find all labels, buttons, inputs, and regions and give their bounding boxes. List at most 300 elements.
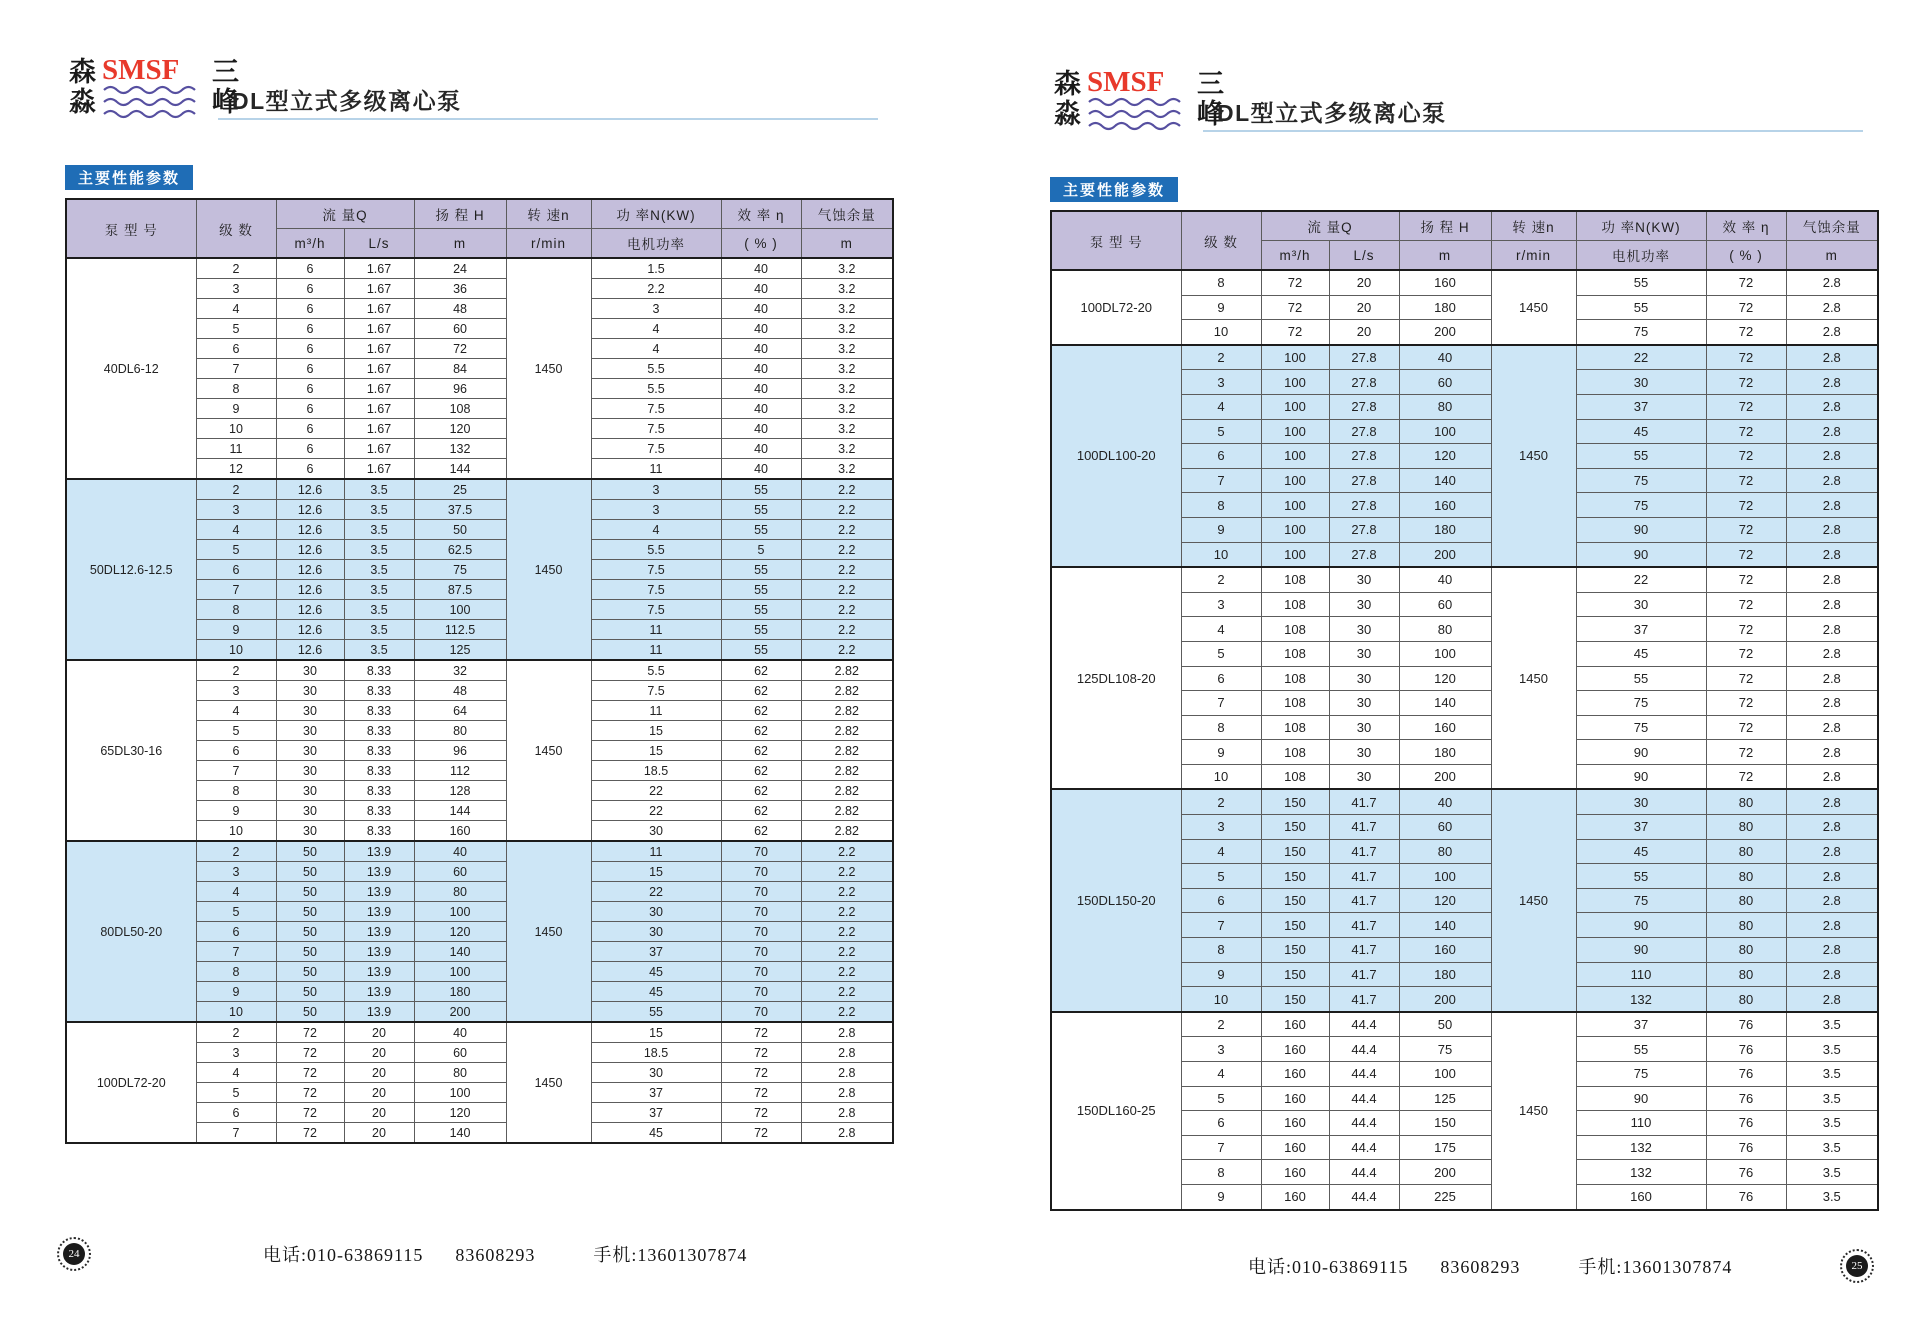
page-footer: [55, 1237, 905, 1271]
stage-cell: 10: [196, 821, 276, 842]
power-cell: 30: [591, 922, 721, 942]
stage-cell: 3: [196, 681, 276, 701]
efficiency-cell: 80: [1706, 913, 1786, 938]
head-cell: 40: [414, 841, 506, 862]
stage-cell: 3: [1181, 1037, 1261, 1062]
power-cell: 37: [1576, 815, 1706, 840]
flow-ls-cell: 27.8: [1329, 468, 1399, 493]
power-cell: 5.5: [591, 660, 721, 681]
head-cell: 75: [1399, 1037, 1491, 1062]
stage-cell: 8: [1181, 715, 1261, 740]
power-cell: 75: [1576, 1062, 1706, 1087]
power-cell: 132: [1576, 1135, 1706, 1160]
efficiency-cell: 72: [1706, 542, 1786, 567]
flow-m3h-cell: 6: [276, 419, 344, 439]
stage-cell: 5: [1181, 1086, 1261, 1111]
head-cell: 100: [1399, 1062, 1491, 1087]
head-cell: 87.5: [414, 580, 506, 600]
power-cell: 30: [1576, 789, 1706, 814]
flow-ls-cell: 3.5: [344, 640, 414, 661]
table-row: [1051, 789, 1878, 814]
flow-m3h-cell: 100: [1261, 517, 1329, 542]
pump-model-cell: 100DL72-20: [66, 1022, 196, 1143]
power-cell: 37: [1576, 1012, 1706, 1037]
npsh-cell: 2.8: [1786, 864, 1878, 889]
efficiency-cell: 72: [1706, 370, 1786, 395]
power-cell: 11: [591, 459, 721, 480]
flow-ls-cell: 44.4: [1329, 1160, 1399, 1185]
efficiency-cell: 76: [1706, 1160, 1786, 1185]
npsh-cell: 3.2: [801, 299, 893, 319]
flow-ls-cell: 8.33: [344, 721, 414, 741]
npsh-cell: 2.8: [1786, 764, 1878, 789]
stage-cell: 5: [196, 902, 276, 922]
efficiency-cell: 55: [721, 600, 801, 620]
efficiency-cell: 40: [721, 279, 801, 299]
header-npsh-unit: m: [1786, 241, 1878, 271]
stage-cell: 2: [196, 479, 276, 500]
power-cell: 37: [591, 942, 721, 962]
power-cell: 45: [591, 962, 721, 982]
efficiency-cell: 62: [721, 761, 801, 781]
speed-cell: 1450: [506, 1022, 591, 1143]
stage-cell: 6: [196, 339, 276, 359]
speed-cell: 1450: [506, 258, 591, 479]
head-cell: 80: [1399, 839, 1491, 864]
flow-m3h-cell: 100: [1261, 370, 1329, 395]
wave-lines-icon: [102, 84, 206, 124]
head-cell: 120: [1399, 666, 1491, 691]
npsh-cell: 2.2: [801, 942, 893, 962]
power-cell: 132: [1576, 987, 1706, 1012]
power-cell: 90: [1576, 1086, 1706, 1111]
npsh-cell: 2.2: [801, 560, 893, 580]
efficiency-cell: 70: [721, 862, 801, 882]
flow-ls-cell: 44.4: [1329, 1037, 1399, 1062]
npsh-cell: 2.8: [1786, 666, 1878, 691]
power-cell: 37: [1576, 394, 1706, 419]
stage-cell: 7: [1181, 691, 1261, 716]
stage-cell: 5: [1181, 864, 1261, 889]
power-cell: 22: [591, 882, 721, 902]
stage-cell: 3: [1181, 592, 1261, 617]
head-cell: 180: [1399, 517, 1491, 542]
flow-m3h-cell: 6: [276, 339, 344, 359]
table-row: [66, 841, 893, 862]
efficiency-cell: 80: [1706, 987, 1786, 1012]
efficiency-cell: 40: [721, 359, 801, 379]
efficiency-cell: 40: [721, 399, 801, 419]
power-cell: 4: [591, 520, 721, 540]
flow-ls-cell: 20: [344, 1063, 414, 1083]
power-cell: 160: [1576, 1184, 1706, 1209]
power-cell: 110: [1576, 1111, 1706, 1136]
stage-cell: 10: [1181, 987, 1261, 1012]
flow-ls-cell: 1.67: [344, 459, 414, 480]
flow-m3h-cell: 160: [1261, 1160, 1329, 1185]
table-row: [1051, 270, 1878, 295]
flow-ls-cell: 41.7: [1329, 789, 1399, 814]
head-cell: 160: [1399, 715, 1491, 740]
power-cell: 18.5: [591, 1043, 721, 1063]
stage-cell: 5: [196, 540, 276, 560]
efficiency-cell: 70: [721, 982, 801, 1002]
head-cell: 175: [1399, 1135, 1491, 1160]
header-pump-model: 泵 型 号: [66, 199, 196, 258]
npsh-cell: 2.2: [801, 620, 893, 640]
flow-m3h-cell: 160: [1261, 1012, 1329, 1037]
flow-ls-cell: 27.8: [1329, 345, 1399, 370]
flow-m3h-cell: 50: [276, 962, 344, 982]
head-cell: 84: [414, 359, 506, 379]
stage-cell: 8: [196, 962, 276, 982]
efficiency-cell: 76: [1706, 1135, 1786, 1160]
head-cell: 140: [414, 942, 506, 962]
logo-chars-left: [69, 57, 96, 117]
title-underline: [218, 118, 878, 120]
wave-lines-icon: [1087, 96, 1191, 136]
flow-m3h-cell: 150: [1261, 913, 1329, 938]
power-cell: 1.5: [591, 258, 721, 279]
stage-cell: 2: [1181, 789, 1261, 814]
header-efficiency: 效 率 η: [1706, 211, 1786, 241]
head-cell: 60: [1399, 370, 1491, 395]
flow-m3h-cell: 150: [1261, 815, 1329, 840]
npsh-cell: 2.8: [1786, 913, 1878, 938]
npsh-cell: 3.5: [1786, 1160, 1878, 1185]
power-cell: 75: [1576, 468, 1706, 493]
head-cell: 200: [1399, 542, 1491, 567]
flow-ls-cell: 20: [344, 1022, 414, 1043]
flow-m3h-cell: 50: [276, 922, 344, 942]
power-cell: 5.5: [591, 359, 721, 379]
npsh-cell: 2.82: [801, 701, 893, 721]
head-cell: 80: [1399, 394, 1491, 419]
head-cell: 100: [1399, 419, 1491, 444]
power-cell: 75: [1576, 691, 1706, 716]
stage-cell: 4: [1181, 617, 1261, 642]
efficiency-cell: 72: [1706, 345, 1786, 370]
stage-cell: 8: [1181, 1160, 1261, 1185]
flow-ls-cell: 13.9: [344, 862, 414, 882]
head-cell: 37.5: [414, 500, 506, 520]
flow-m3h-cell: 12.6: [276, 479, 344, 500]
head-cell: 60: [1399, 815, 1491, 840]
npsh-cell: 2.8: [1786, 542, 1878, 567]
mobile-text: 手机:13601307874: [1578, 1257, 1733, 1277]
npsh-cell: 2.2: [801, 500, 893, 520]
flow-m3h-cell: 50: [276, 902, 344, 922]
efficiency-cell: 62: [721, 741, 801, 761]
flow-m3h-cell: 6: [276, 279, 344, 299]
npsh-cell: 2.8: [1786, 962, 1878, 987]
npsh-cell: 3.2: [801, 459, 893, 480]
npsh-cell: 2.8: [1786, 691, 1878, 716]
header-pump-model: 泵 型 号: [1051, 211, 1181, 270]
flow-ls-cell: 30: [1329, 592, 1399, 617]
flow-ls-cell: 3.5: [344, 560, 414, 580]
stage-cell: 7: [196, 1123, 276, 1144]
stage-cell: 9: [196, 620, 276, 640]
npsh-cell: 2.8: [1786, 517, 1878, 542]
npsh-cell: 2.8: [801, 1103, 893, 1123]
efficiency-cell: 55: [721, 479, 801, 500]
efficiency-cell: 55: [721, 620, 801, 640]
flow-m3h-cell: 6: [276, 379, 344, 399]
efficiency-cell: 72: [1706, 617, 1786, 642]
flow-ls-cell: 20: [1329, 320, 1399, 345]
flow-ls-cell: 44.4: [1329, 1135, 1399, 1160]
flow-ls-cell: 1.67: [344, 359, 414, 379]
efficiency-cell: 80: [1706, 864, 1786, 889]
flow-m3h-cell: 160: [1261, 1184, 1329, 1209]
section-badge: 主要性能参数: [1050, 177, 1178, 202]
efficiency-cell: 40: [721, 379, 801, 399]
npsh-cell: 2.8: [801, 1123, 893, 1144]
head-cell: 60: [1399, 592, 1491, 617]
npsh-cell: 2.8: [1786, 592, 1878, 617]
efficiency-cell: 55: [721, 520, 801, 540]
header-head: 扬 程 H: [414, 199, 506, 229]
flow-ls-cell: 30: [1329, 641, 1399, 666]
efficiency-cell: 76: [1706, 1037, 1786, 1062]
efficiency-cell: 5: [721, 540, 801, 560]
flow-ls-cell: 20: [1329, 295, 1399, 320]
flow-m3h-cell: 100: [1261, 493, 1329, 518]
stage-cell: 5: [196, 1083, 276, 1103]
head-cell: 36: [414, 279, 506, 299]
flow-m3h-cell: 108: [1261, 617, 1329, 642]
speed-cell: 1450: [1491, 789, 1576, 1011]
stage-cell: 4: [196, 701, 276, 721]
efficiency-cell: 72: [1706, 715, 1786, 740]
stage-cell: 2: [196, 660, 276, 681]
stage-cell: 7: [196, 359, 276, 379]
flow-m3h-cell: 72: [276, 1063, 344, 1083]
table-row: [66, 660, 893, 681]
stage-cell: 3: [1181, 370, 1261, 395]
flow-m3h-cell: 160: [1261, 1135, 1329, 1160]
head-cell: 80: [414, 882, 506, 902]
head-cell: 100: [1399, 641, 1491, 666]
efficiency-cell: 62: [721, 801, 801, 821]
stage-cell: 7: [196, 942, 276, 962]
flow-ls-cell: 30: [1329, 617, 1399, 642]
flow-ls-cell: 20: [1329, 270, 1399, 295]
flow-ls-cell: 1.67: [344, 439, 414, 459]
flow-ls-cell: 1.67: [344, 419, 414, 439]
head-cell: 144: [414, 801, 506, 821]
head-cell: 200: [1399, 320, 1491, 345]
npsh-cell: 2.8: [1786, 641, 1878, 666]
stage-cell: 4: [1181, 1062, 1261, 1087]
flow-ls-cell: 1.67: [344, 319, 414, 339]
head-cell: 120: [414, 1103, 506, 1123]
power-cell: 15: [591, 721, 721, 741]
flow-m3h-cell: 150: [1261, 839, 1329, 864]
power-cell: 45: [1576, 419, 1706, 444]
stage-cell: 8: [1181, 493, 1261, 518]
flow-m3h-cell: 6: [276, 258, 344, 279]
power-cell: 15: [591, 862, 721, 882]
efficiency-cell: 70: [721, 882, 801, 902]
head-cell: 40: [1399, 345, 1491, 370]
stage-cell: 10: [1181, 764, 1261, 789]
npsh-cell: 2.82: [801, 761, 893, 781]
npsh-cell: 3.2: [801, 379, 893, 399]
flow-ls-cell: 1.67: [344, 379, 414, 399]
npsh-cell: 2.2: [801, 1002, 893, 1023]
efficiency-cell: 72: [1706, 764, 1786, 789]
head-cell: 108: [414, 399, 506, 419]
flow-ls-cell: 8.33: [344, 660, 414, 681]
power-cell: 4: [591, 319, 721, 339]
header-flow-ls: L/s: [1329, 241, 1399, 271]
speed-cell: 1450: [1491, 567, 1576, 789]
efficiency-cell: 80: [1706, 888, 1786, 913]
npsh-cell: 3.2: [801, 319, 893, 339]
flow-ls-cell: 30: [1329, 666, 1399, 691]
efficiency-cell: 80: [1706, 938, 1786, 963]
flow-ls-cell: 13.9: [344, 841, 414, 862]
npsh-cell: 2.2: [801, 520, 893, 540]
efficiency-cell: 72: [1706, 419, 1786, 444]
header-power: 功 率N(KW): [1576, 211, 1706, 241]
flow-m3h-cell: 108: [1261, 592, 1329, 617]
npsh-cell: 2.8: [1786, 839, 1878, 864]
page-number: 25: [1846, 1255, 1868, 1277]
flow-m3h-cell: 72: [1261, 295, 1329, 320]
power-cell: 75: [1576, 493, 1706, 518]
flow-m3h-cell: 6: [276, 299, 344, 319]
efficiency-cell: 40: [721, 319, 801, 339]
stage-cell: 3: [1181, 815, 1261, 840]
stage-cell: 3: [196, 500, 276, 520]
efficiency-cell: 62: [721, 701, 801, 721]
flow-m3h-cell: 100: [1261, 444, 1329, 469]
head-cell: 140: [1399, 913, 1491, 938]
phone-text: 电话:010-63869115: [1248, 1257, 1409, 1277]
npsh-cell: 3.2: [801, 279, 893, 299]
stage-cell: 5: [196, 721, 276, 741]
flow-m3h-cell: 12.6: [276, 620, 344, 640]
phone2-text: 83608293: [1440, 1257, 1521, 1277]
efficiency-cell: 72: [1706, 493, 1786, 518]
contact-info: [263, 1241, 747, 1267]
flow-m3h-cell: 108: [1261, 691, 1329, 716]
flow-m3h-cell: 160: [1261, 1086, 1329, 1111]
header-flow-m3h: m³/h: [1261, 241, 1329, 271]
flow-m3h-cell: 100: [1261, 394, 1329, 419]
power-cell: 37: [591, 1083, 721, 1103]
power-cell: 2.2: [591, 279, 721, 299]
power-cell: 15: [591, 741, 721, 761]
efficiency-cell: 70: [721, 1002, 801, 1023]
npsh-cell: 2.2: [801, 841, 893, 862]
power-cell: 7.5: [591, 560, 721, 580]
efficiency-cell: 80: [1706, 962, 1786, 987]
flow-m3h-cell: 12.6: [276, 580, 344, 600]
phone-text: 电话:010-63869115: [263, 1245, 424, 1265]
power-cell: 7.5: [591, 399, 721, 419]
flow-ls-cell: 44.4: [1329, 1062, 1399, 1087]
head-cell: 48: [414, 299, 506, 319]
efficiency-cell: 40: [721, 299, 801, 319]
efficiency-cell: 72: [721, 1123, 801, 1144]
power-cell: 45: [591, 1123, 721, 1144]
flow-m3h-cell: 30: [276, 801, 344, 821]
efficiency-cell: 40: [721, 459, 801, 480]
flow-ls-cell: 20: [344, 1083, 414, 1103]
stage-cell: 9: [1181, 962, 1261, 987]
flow-ls-cell: 3.5: [344, 479, 414, 500]
efficiency-cell: 62: [721, 681, 801, 701]
stage-cell: 2: [1181, 567, 1261, 592]
power-cell: 110: [1576, 962, 1706, 987]
npsh-cell: 2.82: [801, 721, 893, 741]
flow-ls-cell: 20: [344, 1043, 414, 1063]
stage-cell: 2: [196, 258, 276, 279]
efficiency-cell: 72: [721, 1103, 801, 1123]
flow-ls-cell: 8.33: [344, 781, 414, 801]
header-npsh-unit: m: [801, 229, 893, 259]
head-cell: 200: [1399, 1160, 1491, 1185]
stage-cell: 12: [196, 459, 276, 480]
head-cell: 112: [414, 761, 506, 781]
stage-cell: 3: [196, 1043, 276, 1063]
efficiency-cell: 72: [1706, 270, 1786, 295]
power-cell: 37: [591, 1103, 721, 1123]
stage-cell: 6: [196, 741, 276, 761]
flow-ls-cell: 8.33: [344, 701, 414, 721]
page-number-circle: [1840, 1249, 1874, 1283]
pump-model-cell: 80DL50-20: [66, 841, 196, 1022]
npsh-cell: 2.8: [801, 1022, 893, 1043]
npsh-cell: 2.8: [801, 1043, 893, 1063]
page-number: 24: [63, 1243, 85, 1265]
flow-ls-cell: 44.4: [1329, 1086, 1399, 1111]
stage-cell: 8: [196, 379, 276, 399]
power-cell: 11: [591, 640, 721, 661]
stage-cell: 9: [1181, 517, 1261, 542]
header-eff-unit: ( % ): [721, 229, 801, 259]
power-cell: 3: [591, 299, 721, 319]
efficiency-cell: 62: [721, 721, 801, 741]
flow-m3h-cell: 100: [1261, 468, 1329, 493]
stage-cell: 6: [1181, 444, 1261, 469]
power-cell: 30: [591, 1063, 721, 1083]
npsh-cell: 2.8: [1786, 419, 1878, 444]
head-cell: 100: [414, 962, 506, 982]
power-cell: 75: [1576, 715, 1706, 740]
power-cell: 22: [1576, 345, 1706, 370]
power-cell: 5.5: [591, 540, 721, 560]
header-speed: 转 速n: [1491, 211, 1576, 241]
npsh-cell: 2.8: [801, 1083, 893, 1103]
logo-char: 森: [69, 57, 96, 87]
power-cell: 55: [1576, 270, 1706, 295]
head-cell: 225: [1399, 1184, 1491, 1209]
logo-smsf-text: SMSF: [102, 54, 180, 86]
efficiency-cell: 70: [721, 922, 801, 942]
flow-ls-cell: 3.5: [344, 580, 414, 600]
power-cell: 45: [1576, 641, 1706, 666]
head-cell: 40: [1399, 567, 1491, 592]
npsh-cell: 2.2: [801, 922, 893, 942]
flow-ls-cell: 8.33: [344, 821, 414, 842]
head-cell: 50: [414, 520, 506, 540]
efficiency-cell: 62: [721, 660, 801, 681]
